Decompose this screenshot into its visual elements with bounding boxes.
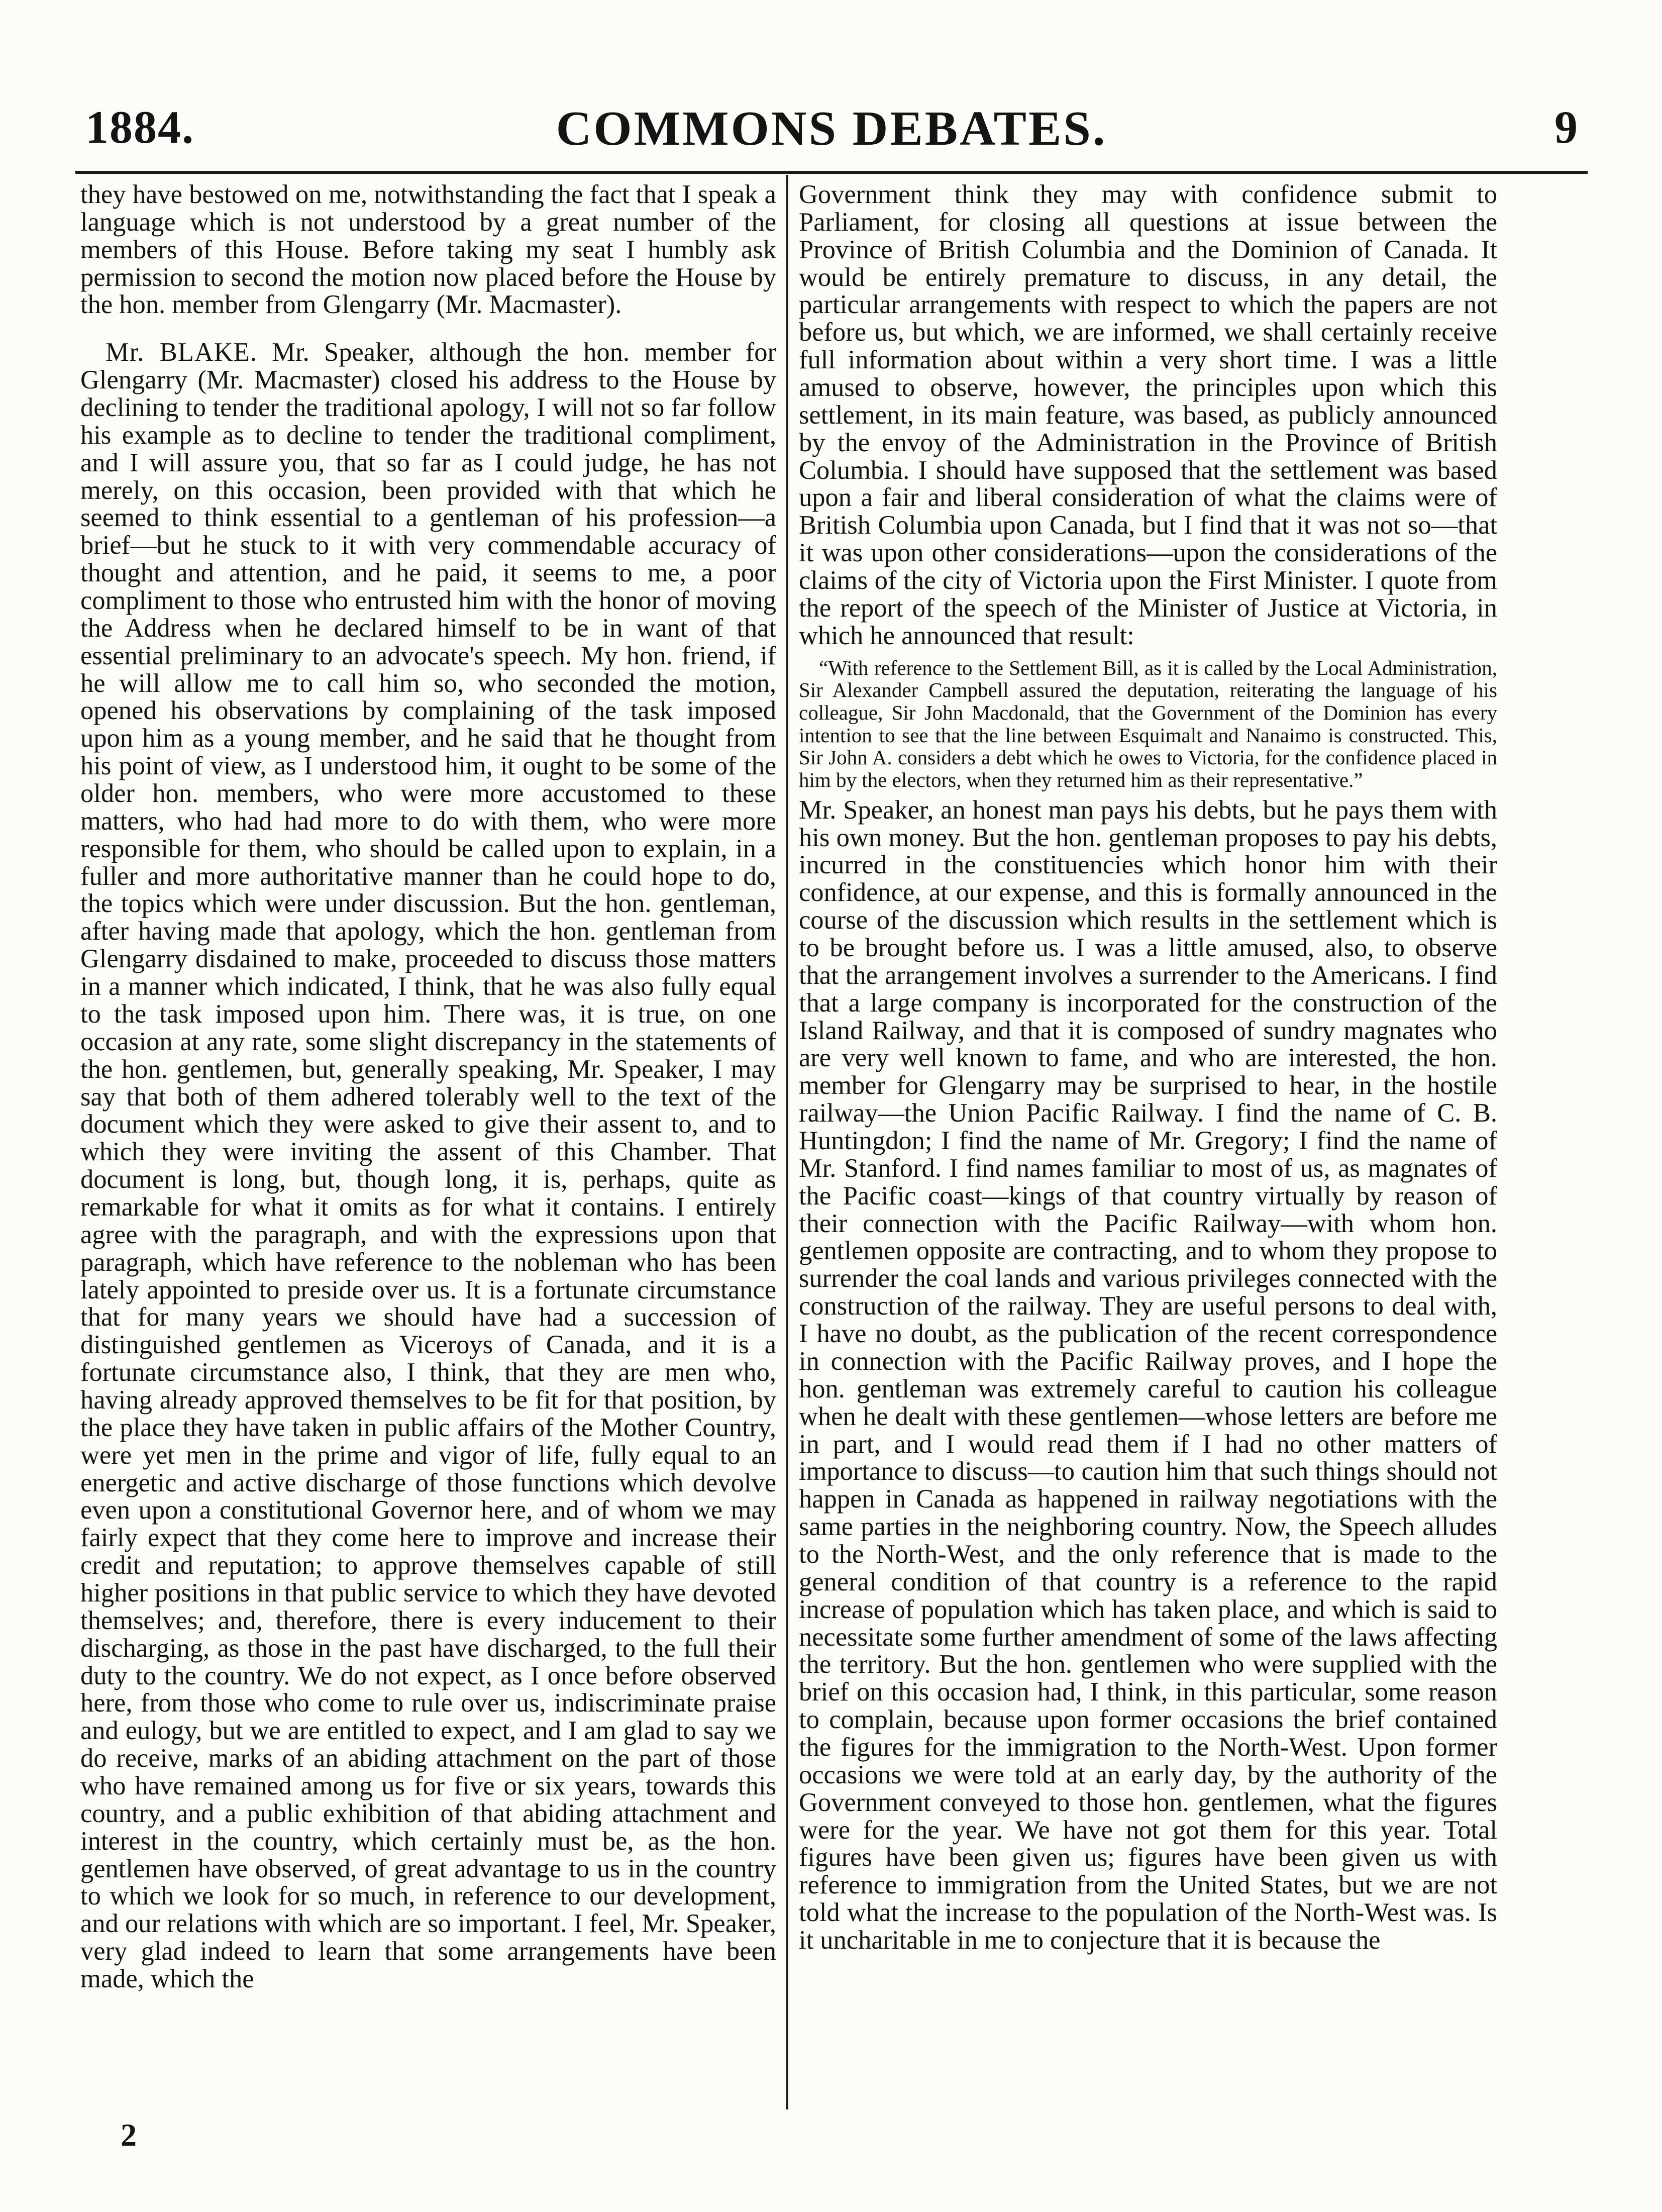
header-rule (75, 171, 1588, 174)
left-paragraph-1: they have bestowed on me, notwithstanding the fact that I speak a language which is not understood by a great number of the members of this House. Before taking my seat I humbly ask permission to second the motion now placed before the House by the hon. member from Glengarry (Mr. Macmaster). (80, 180, 776, 320)
column-divider (786, 175, 788, 2109)
speaker-name: Mr. BLAKE. (106, 338, 257, 367)
block-quote: “With reference to the Settlement Bill, as it is called by the Local Administration, Sir Alexander Campbell assured the deputation, reiterating the language of his colleague, Sir John Macdonald, that the Government of the Dominion has every intention to see that the line between Esquimalt and Nanaimo is constructed. This, Sir John A. considers a debt which he owes to Victoria, for the confidence placed in him by the electors, when they returned him as their representative.” (799, 656, 1497, 792)
right-column (799, 181, 1497, 1954)
right-paragraph-1: Government think they may with confidence submit to Parliament, for closing all questions at issue between the Province of British Columbia and the Dominion of Canada. It would be entirely premature to discuss, in any detail, the particular arrangements with respect to which the papers are not before us, but which, we are informed, we shall certainly receive full information about within a very short time. I was a little amused to observe, however, the principles upon which this settlement, in its main feature, was based, as publicly announced by the envoy of the Administration in the Province of British Columbia. I should have supposed that the settlement was based upon a fair and liberal consideration of what the claims were of British Columbia upon Canada, but I find that it was not so—that it was upon other considerations—upon the considerations of the claims of the city of Victoria upon the First Minister. I quote from the report of the speech of the Minister of Justice at Victoria, in which he announced that result: (799, 180, 1497, 650)
header-year: 1884. (85, 102, 194, 153)
header-title: COMMONS DEBATES. (556, 102, 1107, 156)
left-paragraph-2 (80, 339, 776, 1993)
header-page-number: 9 (1554, 102, 1578, 153)
signature-mark: 2 (121, 2117, 137, 2153)
left-column (80, 181, 776, 1993)
speech-text: Mr. Speaker, although the hon. member for Glengarry (Mr. Macmaster) closed his address to the House by declining to tender the traditional apology, I will not so far follow his example as to decline to tender the traditional compliment, and I will assure you, that so far as I could judge, he has not merely, on this occasion, been provided with that which he seemed to think essential to a gentleman of his profession—a brief—but he stuck to it with very commendable accuracy of thought and attention, and he paid, it seems to me, a poor compliment to those who entrusted him with the honor of moving the Address when he declared himself to be in want of that essential preliminary to an advocate's speech. My hon. friend, if he will allow me to call him so, who seconded the motion, opened his observations by complaining of the task imposed upon him as a young member, and he said that he thought from his point of view, as I understood him, it ought to be some of the older hon. members, who were more accustomed to these matters, who had had more to do with them, who were more responsible for them, who should be called upon to explain, in a fuller and more authoritative manner than he could hope to do, the topics which were under discussion. But the hon. gentleman, after having made that apology, which the hon. gentleman from Glengarry disdained to make, proceeded to discuss those matters in a manner which indicated, I think, that he was also fully equal to the task imposed upon him. There was, it is true, on one occasion at any rate, some slight discrepancy in the statements of the hon. gentlemen, but, generally speaking, Mr. Speaker, I may say that both of them adhered tolerably well to the text of the document which they were asked to give their assent to, and to which they were inviting the assent of this Chamber. That document is long, but, though long, it is, perhaps, quite as remarkable for what it omits as for what it contains. I entirely agree with the paragraph, and with the expressions upon that paragraph, which have reference to the nobleman who has been lately appointed to preside over us. It is a fortunate circumstance that for many years we should have had a succession of distinguished gentlemen as Viceroys of Canada, and it is a fortunate circumstance also, I think, that they are men who, having already approved themselves to be fit for that position, by the place they have taken in public affairs of the Mother Country, were yet men in the prime and vigor of life, fully equal to an energetic and active discharge of those functions which devolve even upon a constitutional Governor here, and of whom we may fairly expect that they come here to improve and increase their credit and reputation; to approve themselves capable of still higher positions in that public service to which they have devoted themselves; and, therefore, there is every inducement to their discharging, as those in the past have discharged, to the full their duty to the country. We do not expect, as I once before observed here, from those who come to rule over us, indiscriminate praise and eulogy, but we are entitled to expect, and I am glad to say we do receive, marks of an abiding attachment on the part of those who have remained among us for five or six years, towards this country, and a public exhibition of that abiding attachment and interest in the country, which certainly must be, as the hon. gentlemen have observed, of great advantage to us in the country to which we look for so much, in reference to our development, and our relations with which are so important. I feel, Mr. Speaker, very glad indeed to learn that some arrangements have been made, which the (80, 338, 777, 1993)
page-header (85, 100, 1578, 166)
right-paragraph-2: Mr. Speaker, an honest man pays his debts, but he pays them with his own money. But the hon. gentleman proposes to pay his debts, incurred in the constituencies which honor him with their confidence, at our expense, and this is formally announced in the course of the discussion which results in the settlement which is to be brought before us. I was a little amused, also, to observe that the arrangement involves a surrender to the Americans. I find that a large company is incorporated for the construction of the Island Railway, and that it is composed of sundry magnates who are very well known to fame, and who are interested, the hon. member for Glengarry may be surprised to hear, in the hostile railway—the Union Pacific Railway. I find the name of C. B. Huntingdon; I find the name of Mr. Gregory; I find the name of Mr. Stanford. I find names familiar to most of us, as magnates of the Pacific coast—kings of that country virtually by reason of their connection with the Pacific Railway—with whom hon. gentlemen opposite are contracting, and to whom they propose to surrender the coal lands and various privileges connected with the construction of the railway. They are useful persons to deal with, I have no doubt, as the publication of the recent correspondence in connection with the Pacific Railway proves, and I hope the hon. gentleman was extremely careful to caution his colleague when he dealt with these gentlemen—whose letters are before me in part, and I would read them if I had no other matters of importance to discuss—to caution him that such things should not happen in Canada as happened in railway negotiations with the same parties in the neighboring country. Now, the Speech alludes to the North-West, and the only reference that is made to the general condition of that country is a reference to the rapid increase of population which has taken place, and which is said to necessitate some further amendment of some of the laws affecting the territory. But the hon. gentlemen who were supplied with the brief on this occasion had, I think, in this particular, some reason to complain, because upon former occasions the brief contained the figures for the immigration to the North-West. Upon former occasions we were told at an early day, by the authority of the Government conveyed to those hon. gentlemen, what the figures were for the year. We have not got them for this year. Total figures have been given us; figures have been given us with reference to immigration from the United States, but we are not told what the increase to the population of the North-West was. Is it uncharitable in me to conjecture that it is because the (799, 795, 1497, 1955)
